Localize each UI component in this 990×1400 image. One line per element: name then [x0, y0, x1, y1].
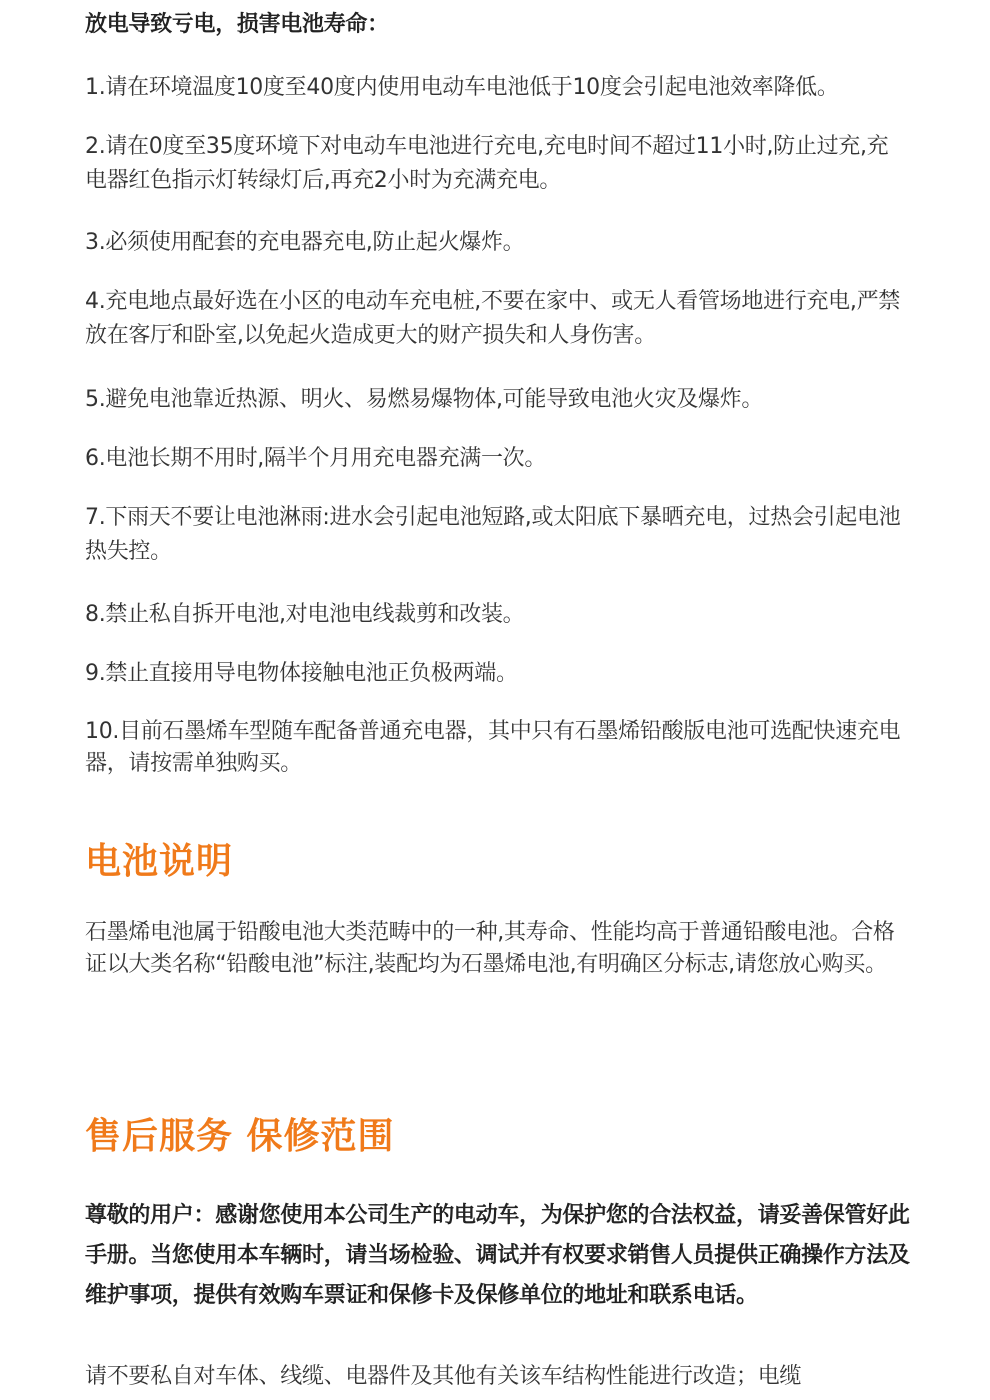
list-item: 10.目前石墨烯车型随车配备普通充电器，其中只有石墨烯铅酸版电池可选配快速充电器，请按需单独购买。: [85, 719, 901, 776]
battery-description: 石墨烯电池属于铅酸电池大类范畴中的一种,其寿命、性能均高于普通铅酸电池。合格证以大类名称“铅酸电池”标注,装配均为石墨烯电池,有明确区分标志,请您放心购买。: [85, 920, 895, 977]
list-item: 1.请在环境温度10度至40度内使用电动车电池低于10度会引起电池效率降低。: [85, 75, 839, 100]
list-item: 7.下雨天不要让电池淋雨:进水会引起电池短路,或太阳底下暴晒充电，过热会引起电池热失控。: [85, 505, 901, 564]
list-item: 3.必须使用配套的充电器充电,防止起火爆炸。: [85, 230, 525, 255]
section-title-service: 售后服务 保修范围: [85, 1116, 395, 1157]
list-item: 4.充电地点最好选在小区的电动车充电桩,不要在家中、或无人看管场地进行充电,严禁放在客厅和卧室,以免起火造成更大的财产损失和人身伤害。: [85, 289, 900, 348]
section-title-battery: 电池说明: [85, 841, 234, 882]
list-item: 6.电池长期不用时,隔半个月用充电器充满一次。: [85, 446, 547, 471]
list-item: 2.请在0度至35度环境下对电动车电池进行充电,充电时间不超过11小时,防止过充,充电器红色指示灯转绿灯后,再充2小时为充满充电。: [85, 134, 889, 193]
service-body: 请不要私自对车体、线缆、电器件及其他有关该车结构性能进行改造；电缆: [85, 1364, 802, 1389]
list-item: 5.避免电池靠近热源、明火、易燃易爆物体,可能导致电池火灾及爆炸。: [85, 387, 764, 412]
service-greeting: 尊敬的用户：感谢您使用本公司生产的电动车，为保护您的合法权益，请妥善保管好此手册。当您使用本车辆时，请当场检验、调试并有权要求销售人员提供正确操作方法及维护事项，提供有效购车票证和保修卡及保修单位的地址和联系电话。: [85, 1203, 910, 1308]
list-item: 9.禁止直接用导电物体接触电池正负极两端。: [85, 661, 518, 686]
intro-tail: 放电导致亏电，损害电池寿命：: [85, 12, 389, 37]
list-item: 8.禁止私自拆开电池,对电池电线裁剪和改装。: [85, 602, 525, 627]
